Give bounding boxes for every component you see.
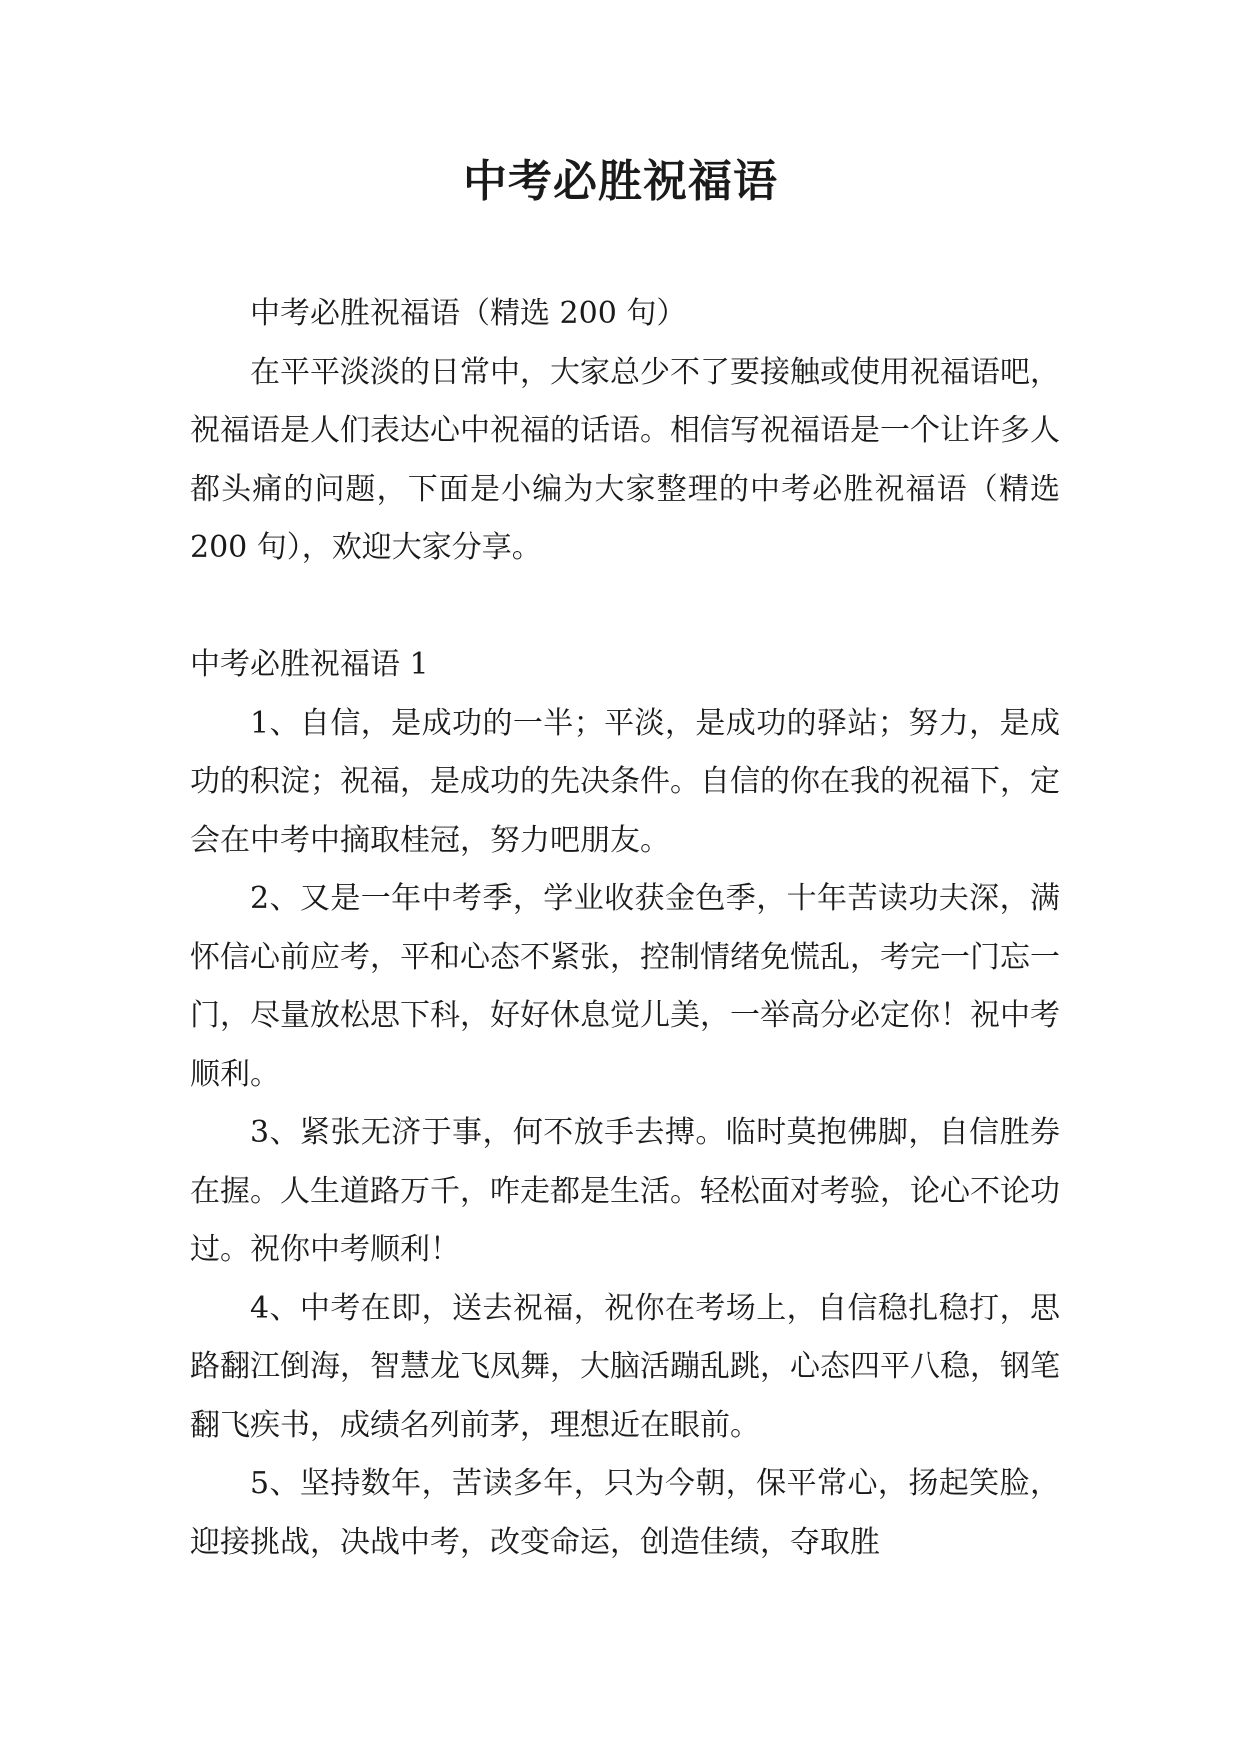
document-title: 中考必胜祝福语 xyxy=(463,156,778,207)
intro-paragraph: 在平平淡淡的日常中，大家总少不了要接触或使用祝福语吧，祝福语是人们表达心中祝福的话语。相信写祝福语是一个让许多人都头痛的问题，下面是小编为大家整理的中考必胜祝福语（精选 200 句），欢迎大家分享。 xyxy=(190,354,1060,565)
blessing-item-1: 1、自信，是成功的一半；平淡，是成功的驿站；努力，是成功的积淀；祝福，是成功的先决条件。自信的你在我的祝福下，定会在中考中摘取桂冠，努力吧朋友。 xyxy=(190,705,1060,858)
blessing-item-3: 3、紧张无济于事，何不放手去搏。临时莫抱佛脚，自信胜券在握。人生道路万千，咋走都是生活。轻松面对考验，论心不论功过。祝你中考顺利！ xyxy=(190,1115,1060,1267)
section-heading: 中考必胜祝福语 1 xyxy=(190,647,429,682)
blessing-item-5: 5、坚持数年，苦读多年，只为今朝，保平常心，扬起笑脸，迎接挑战，决战中考，改变命运，创造佳绩，夺取胜 xyxy=(190,1466,1060,1560)
section-spacer xyxy=(190,578,1060,637)
blessing-item-4: 4、中考在即，送去祝福，祝你在考场上，自信稳扎稳打，思路翻江倒海，智慧龙飞凤舞，大脑活蹦乱跳，心态四平八稳，钢笔翻飞疾书，成绩名列前茅，理想近在眼前。 xyxy=(190,1290,1060,1443)
document-body xyxy=(190,285,1060,1572)
document-subtitle: 中考必胜祝福语（精选 200 句） xyxy=(250,296,687,331)
blessing-item-2: 2、又是一年中考季，学业收获金色季，十年苦读功夫深，满怀信心前应考，平和心态不紧张，控制情绪免慌乱，考完一门忘一门，尽量放松思下科，好好休息觉儿美，一举高分必定你！祝中考顺利。 xyxy=(190,881,1060,1092)
